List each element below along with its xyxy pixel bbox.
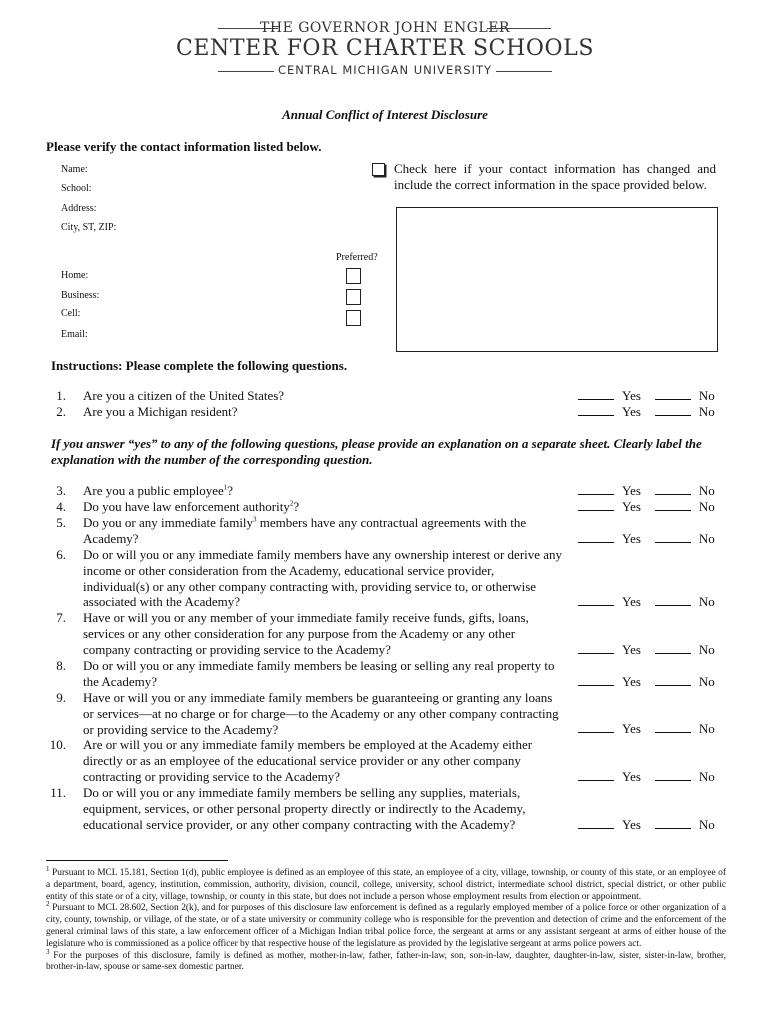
instructions-heading: Instructions: Please complete the following questions. (51, 358, 348, 373)
q8-no-label: No (698, 674, 715, 689)
q8-answer[interactable] (578, 674, 715, 690)
q8-yes-label: Yes (622, 674, 641, 689)
q11-answer[interactable] (578, 817, 715, 833)
logo-line-3: CENTRAL MICHIGAN UNIVERSITY (277, 63, 493, 77)
verify-heading: Please verify the contact information listed below. (46, 139, 322, 154)
q9-no-label: No (698, 721, 715, 736)
q11-line-2: equipment, services, or other personal property directly or indirectly to the Academy, (83, 800, 526, 816)
q5-text-rest: members have any contractual agreements with the (256, 515, 527, 530)
q3-number: 3. (56, 483, 66, 498)
q2-answer[interactable] (578, 404, 715, 420)
q3-text (83, 483, 233, 499)
q9-line-3: or providing service to the Academy? (83, 721, 279, 737)
cell-label: Cell: (61, 308, 81, 319)
q7-number: 7. (56, 610, 66, 625)
q1-number: 1. (56, 388, 66, 403)
footnote-2-mark: 2 (46, 900, 50, 909)
q3-text-end: ? (227, 483, 234, 498)
q6-line-3: individual(s) or any other company contracting with, providing service to, or otherwise (83, 578, 537, 594)
q10-yes-label: Yes (622, 769, 641, 784)
explanation-note: If you answer “yes” to any of the following questions, please provide an explanation on a separate sheet. Clearly label the explanation with the number of the corresponding question. (51, 436, 702, 467)
q5-no-label: No (698, 531, 715, 546)
contact-changed-checkbox[interactable] (372, 163, 385, 176)
q9-line-1: Have or will you or any immediate family members be guaranteeing or granting any loans (83, 690, 553, 705)
q10-line-1: Are or will you or any immediate family members be employed at the Academy either (83, 737, 533, 752)
q4-number: 4. (56, 499, 66, 514)
city-label: City, ST, ZIP: (61, 222, 117, 233)
name-label: Name: (61, 164, 88, 175)
q10-text (83, 737, 532, 784)
q1-text: Are you a citizen of the United States? (83, 388, 285, 403)
q4-text-main: Do you have law enforcement authority (83, 499, 290, 514)
q9-answer[interactable] (578, 721, 715, 737)
q9-text (83, 690, 559, 737)
q5-answer[interactable] (578, 531, 715, 547)
q9-line-2: or services—at no charge or for charge—to the Academy or any other company contracting (83, 705, 559, 721)
q6-line-4: associated with the Academy? (83, 594, 241, 610)
q4-yes-label: Yes (622, 499, 641, 514)
q11-line-1: Do or will you or any immediate family members be selling any supplies, materials, (83, 785, 521, 800)
q8-line-1: Do or will you or any immediate family members be leasing or selling any real property to (83, 658, 555, 673)
q6-no-label: No (698, 594, 715, 609)
q2-number: 2. (56, 404, 66, 419)
q4-answer[interactable] (578, 499, 715, 515)
footnote-3 (46, 947, 726, 975)
q7-yes-label: Yes (622, 642, 641, 657)
q9-yes-label: Yes (622, 721, 641, 736)
q5-text (83, 515, 526, 547)
q5-number: 5. (56, 515, 66, 530)
q11-yes-label: Yes (622, 817, 641, 832)
business-label: Business: (61, 290, 100, 301)
q5-yes-label: Yes (622, 531, 641, 546)
q11-no-label: No (698, 817, 715, 832)
footnote-ref-2: 2 (289, 499, 294, 508)
correct-info-box[interactable] (396, 207, 718, 352)
preferred-business-checkbox[interactable] (346, 289, 361, 305)
footnote-2-text: Pursuant to MCL 28.602, Section 2(k), and for purposes of this disclosure law enforcement is defined as a regularly employed member of a police force or other organization of a city, county, township, or village, of the state, or of a state university or community college who is responsible for the prevention and detection of crime and the enforcement of the general criminal laws of this state, a law enforcement officer of a Michigan Indian tribal police force, the sergeant at arms or any assistant sergeant at arms of either house of the legislature who is commissioned as a police officer by that respective house of the legislature as provided by the legislative sergeant at arms police powers act. (46, 903, 726, 949)
q4-text (83, 499, 299, 515)
home-label: Home: (61, 270, 89, 281)
footnote-1-text: Pursuant to MCL 15.181, Section 1(d), public employee is defined as an employee of this state, an employee of a city, village, township, or county of this state, or an employee of a department, board, agency, institution, commission, authority, division, council, college, university, school district, intermediate school district, special district, or other public entity of this state or of a city, village, township, or county in this state, but does not include a person whose employment results from election or appointment. (46, 868, 726, 902)
preferred-home-checkbox[interactable] (346, 268, 361, 284)
preferred-cell-checkbox[interactable] (346, 310, 361, 326)
q10-line-2: directly or as an employee of the educational service provider or any other company (83, 752, 521, 768)
q11-number: 11. (50, 785, 66, 800)
school-label: School: (61, 183, 92, 194)
q10-line-3: contracting or providing service to the Academy? (83, 768, 341, 784)
q6-number: 6. (56, 547, 66, 562)
footnotes (46, 864, 726, 974)
q11-line-3: educational service provider, or any other company contracting with the Academy? (83, 816, 516, 832)
q6-answer[interactable] (578, 594, 715, 610)
q8-number: 8. (56, 658, 66, 673)
q3-yes-label: Yes (622, 483, 641, 498)
q2-text: Are you a Michigan resident? (83, 404, 238, 419)
q6-text (83, 547, 562, 610)
q11-text (83, 785, 525, 832)
footnote-divider (46, 860, 228, 861)
address-label: Address: (61, 203, 97, 214)
logo-line-1: THE GOVERNOR JOHN ENGLER (260, 20, 510, 36)
q7-line-2: services or any other consideration for any purpose from the Academy or any other (83, 625, 516, 641)
footnote-1 (46, 864, 726, 903)
q1-answer[interactable] (578, 388, 715, 404)
q7-no-label: No (698, 642, 715, 657)
q7-answer[interactable] (578, 642, 715, 658)
q5-text-line2: Academy? (83, 530, 139, 546)
footnote-3-text: For the purposes of this disclosure, family is defined as mother, mother-in-law, father, father-in-law, son, son-in-law, daughter, daughter-in-law, sister, sister-in-law, brother, brother-in-law, spouse or same-sex domestic partner. (46, 950, 726, 973)
q7-line-3: company contracting or providing service to the Academy? (83, 641, 391, 657)
page-title: Annual Conflict of Interest Disclosure (282, 107, 488, 122)
footnote-ref-3: 3 (253, 515, 257, 524)
q6-line-2: income or other consideration from the Academy, educational service provider, (83, 562, 495, 578)
q10-number: 10. (49, 737, 66, 752)
q2-yes-label: Yes (622, 404, 641, 419)
q8-text (83, 658, 555, 690)
q6-line-1: Do or will you or any immediate family members have any ownership interest or derive any (83, 547, 563, 562)
q5-text-main: Do you or any immediate family (83, 515, 254, 530)
q7-line-1: Have or will you or any member of your immediate family receive funds, gifts, loans, (83, 610, 529, 625)
footnote-ref-1: 1 (223, 483, 228, 492)
q2-no-label: No (698, 404, 715, 419)
footnote-2 (46, 900, 726, 950)
q1-yes-label: Yes (622, 388, 641, 403)
q8-line-2: the Academy? (83, 673, 157, 689)
q9-number: 9. (56, 690, 66, 705)
q1-no-label: No (698, 388, 715, 403)
email-label: Email: (61, 329, 88, 340)
footnote-3-mark: 3 (46, 947, 50, 956)
q7-text (83, 610, 529, 657)
q10-no-label: No (698, 769, 715, 784)
contact-changed-text: Check here if your contact information has changed and include the correct information in the space provided below. (394, 161, 716, 192)
q3-no-label: No (698, 483, 715, 498)
q3-text-main: Are you a public employee (83, 483, 224, 498)
q10-answer[interactable] (578, 769, 715, 785)
preferred-label: Preferred? (336, 252, 378, 263)
logo-line-2: CENTER FOR CHARTER SCHOOLS (175, 36, 595, 61)
q3-answer[interactable] (578, 483, 715, 499)
footnote-1-mark: 1 (46, 864, 50, 873)
q4-text-end: ? (293, 499, 300, 514)
q4-no-label: No (698, 499, 715, 514)
q6-yes-label: Yes (622, 594, 641, 609)
